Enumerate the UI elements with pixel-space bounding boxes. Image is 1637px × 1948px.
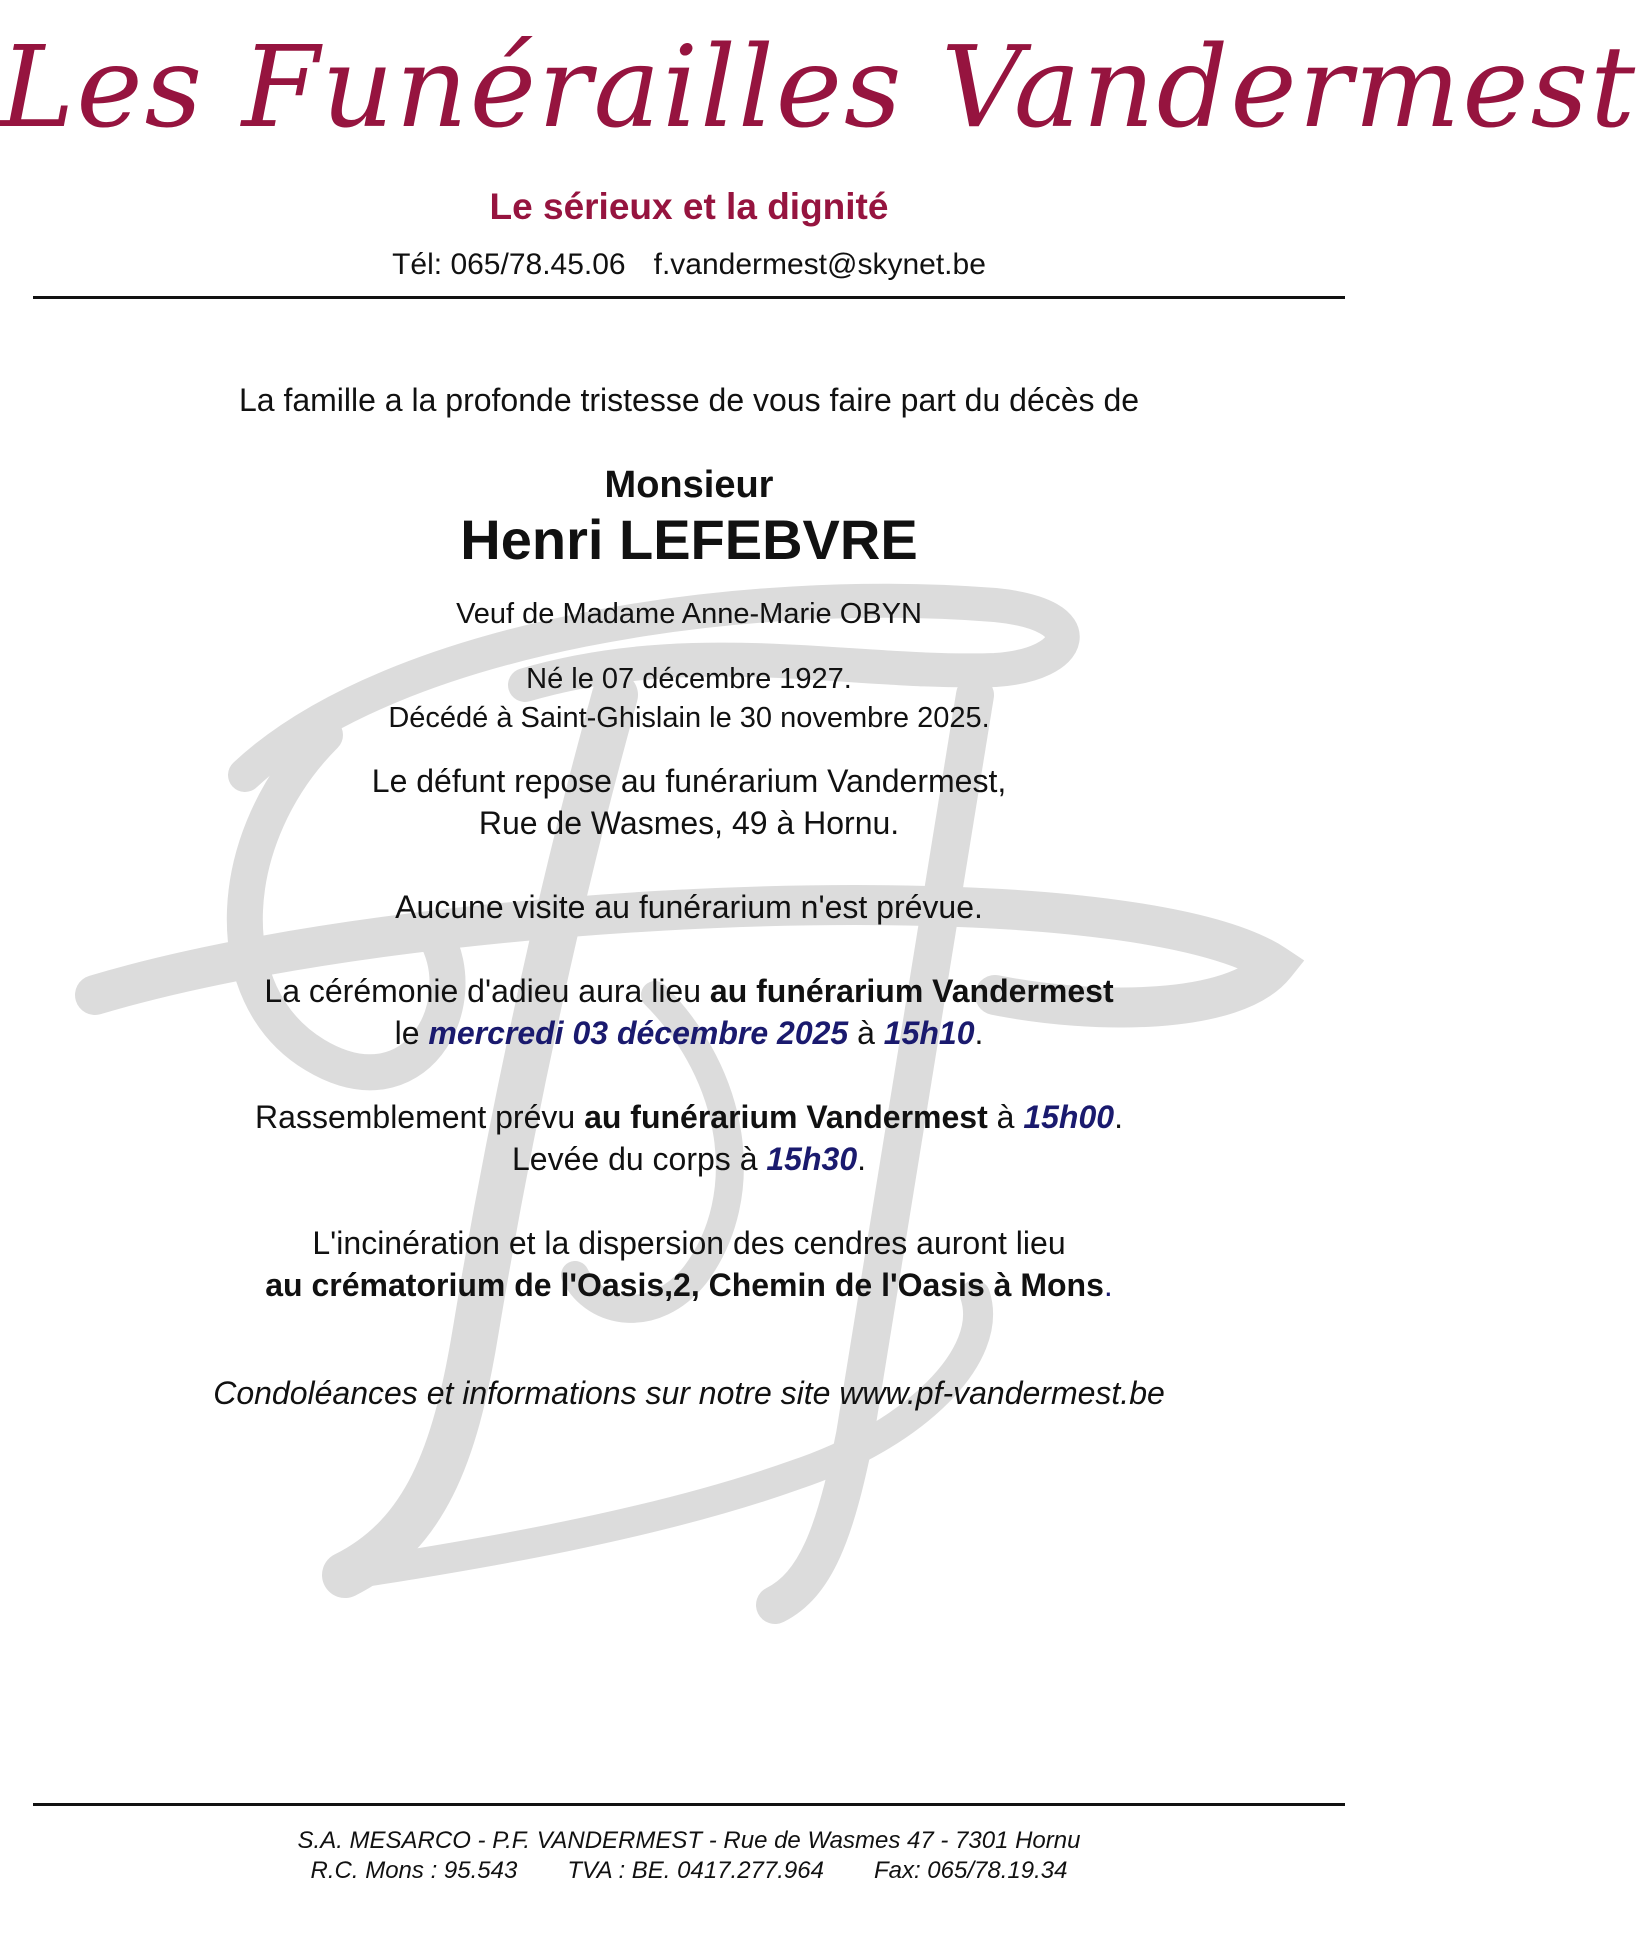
gathering-place: au funérarium Vandermest [584,1099,988,1135]
cremation-end: . [1103,1267,1113,1303]
death-line: Décédé à Saint-Ghislain le 30 novembre 2025. [388,702,990,734]
brand-title: Les Funérailles Vandermest [0,23,1637,153]
cremation-place: au crématorium de l'Oasis,2, Chemin de l'Oasis à Mons [265,1267,1104,1303]
ceremony-place: au funérarium Vandermest [709,973,1114,1009]
email-address[interactable]: f.vandermest@skynet.be [653,248,986,281]
cremation-line-2 [0,1264,1378,1306]
repose-line-1: Le défunt repose au funérarium Vandermest, [371,763,1007,799]
condolences-text: Condoléances et informations sur notre site www.pf-vandermest.be [213,1375,1165,1411]
ceremony-date: mercredi 03 décembre 2025 [428,1015,849,1051]
deceased-name: Henri LEFEBVRE [460,508,918,571]
ceremony-line-2 [0,1012,1378,1054]
ceremony-le: le [394,1015,429,1051]
header-divider [33,296,1345,299]
cremation-line-1: L'incinération et la dispersion des cendres auront lieu [312,1225,1066,1261]
ceremony-line-1 [0,970,1378,1012]
intro-text: La famille a la profonde tristesse de vous faire part du décès de [238,382,1140,418]
visit-info: Aucune visite au funérarium n'est prévue. [395,889,983,925]
birth-line: Né le 07 décembre 1927. [526,663,852,695]
widow-line: Veuf de Madame Anne-Marie OBYN [456,598,922,630]
ceremony-info [0,970,1378,1054]
ceremony-end: . [974,1015,984,1051]
repose-info [0,760,1378,844]
ceremony-time: 15h10 [883,1015,975,1051]
levee-line [0,1138,1378,1180]
footer-line-2 [0,1856,1378,1886]
phone-number: Tél: 065/78.45.06 [392,248,626,281]
repose-line-2: Rue de Wasmes, 49 à Hornu. [478,805,900,841]
footer-line-1: S.A. MESARCO - P.F. VANDERMEST - Rue de Wasmes 47 - 7301 Hornu [297,1827,1081,1854]
ceremony-lead: La cérémonie d'adieu aura lieu [264,973,710,1009]
levee-lead: Levée du corps à [511,1141,767,1177]
contact-line [0,248,1378,282]
footer-tva: TVA : BE. 0417.277.964 [567,1857,824,1884]
gathering-end: . [1114,1099,1123,1135]
civility: Monsieur [604,464,774,506]
gathering-line [0,1096,1378,1138]
cremation-info [0,1222,1378,1306]
life-dates [0,660,1378,738]
footer-divider [33,1803,1345,1806]
footer [0,1826,1378,1886]
gathering-info [0,1096,1378,1180]
levee-time: 15h30 [766,1141,858,1177]
footer-fax: Fax: 065/78.19.34 [873,1857,1068,1884]
levee-end: . [857,1141,866,1177]
gathering-time: 15h00 [1023,1099,1115,1135]
announcement [0,380,1378,1414]
ceremony-a: à [848,1015,884,1051]
gathering-a: à [987,1099,1024,1135]
brand-slogan: Le sérieux et la dignité [489,186,889,227]
footer-rc: R.C. Mons : 95.543 [310,1857,518,1884]
gathering-lead: Rassemblement prévu [255,1099,585,1135]
